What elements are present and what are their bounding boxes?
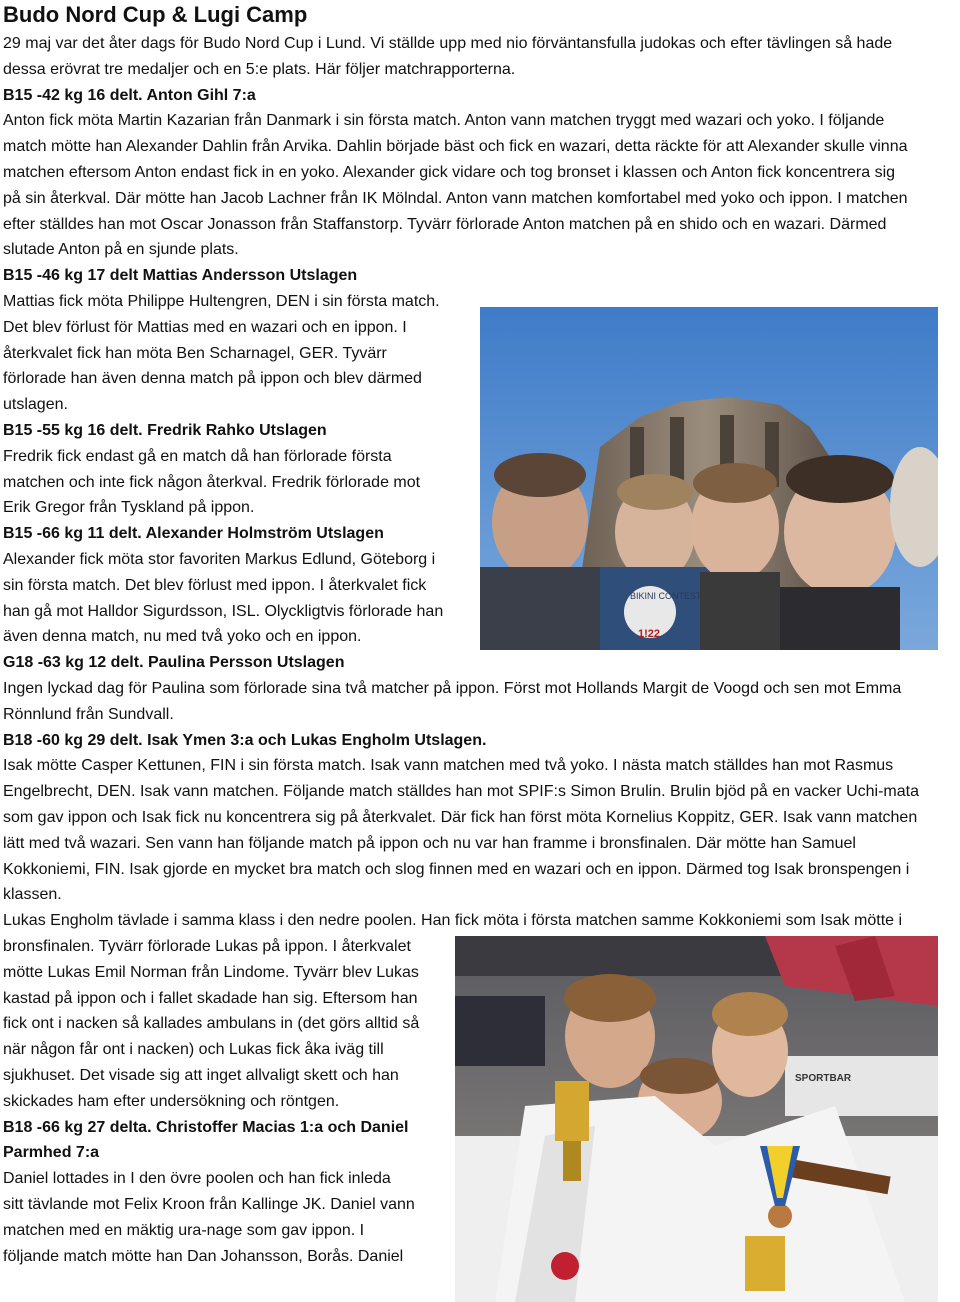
- paragraph-line: förlorade han även denna match på ippon och blev därmed: [3, 370, 422, 388]
- section-heading: Parmhed 7:a: [3, 1144, 100, 1162]
- paragraph-line: Anton fick möta Martin Kazarian från Danmark i sin första match. Anton vann matchen tryggt med wazari och yoko. I följande: [3, 112, 885, 130]
- paragraph-line: när någon får ont i nacken) och Lukas fick åka iväg till: [3, 1041, 384, 1059]
- paragraph-line: Kokkoniemi, FIN. Isak gjorde en mycket bra match och slog finnen med en wazari och en ippon. Därmed tog Isak bronspengen i: [3, 860, 910, 878]
- section-heading: B15 -46 kg 17 delt Mattias Andersson Utslagen: [3, 267, 358, 285]
- paragraph-line: matchen och inte fick någon återkval. Fredrik förlorade mot: [3, 473, 421, 491]
- paragraph-line: Isak mötte Casper Kettunen, FIN i sin första match. Isak vann matchen med två yoko. I nästa match ställdes han mot Rasmus: [3, 757, 894, 775]
- paragraph-line: Engelbrecht, DEN. Isak vann matchen. Följande match ställdes han mot SPIF:s Simon Brulin. Brulin bjöd på en vacker Uchi-mata: [3, 783, 919, 801]
- paragraph-line: mötte Lukas Emil Norman från Lindome. Tyvärr blev Lukas: [3, 963, 419, 981]
- section-heading: B15 -55 kg 16 delt. Fredrik Rahko Utslagen: [3, 422, 327, 439]
- group-selfie-photo: [480, 307, 938, 650]
- section-heading: B15 -42 kg 16 delt. Anton Gihl 7:a: [3, 86, 256, 104]
- paragraph-line: matchen eftersom Anton endast fick in en yoko. Alexander gick vidare och tog bronset i klassen och Anton fick koncentrera sig: [3, 164, 896, 181]
- section-heading: B18 -60 kg 29 delt. Isak Ymen 3:a och Lukas Engholm Utslagen.: [3, 731, 487, 749]
- paragraph-line: Ingen lyckad dag för Paulina som förlorade sina två matcher på ippon. Först mot Hollands Margit de Voogd och sen mot Emma: [3, 680, 902, 697]
- paragraph-line: Det blev förlust för Mattias med en wazari och en ippon. I: [3, 318, 407, 336]
- paragraph-line: sin första match. Det blev förlust med ippon. I återkvalet fick: [3, 576, 427, 594]
- paragraph-line: dessa erövrat tre medaljer och en 5:e plats. Här följer matchrapporterna.: [3, 60, 516, 78]
- paragraph-line: på sin återkval. Där mötte han Jacob Lachner från IK Mölndal. Anton vann matchen komfortabel med yoko och ippon. I matchen: [3, 189, 908, 207]
- paragraph-line: sjukhuset. Det visade sig att inget allvaligt skett och han: [3, 1067, 399, 1084]
- paragraph-line: Lukas Engholm tävlade i samma klass i den nedre poolen. Han fick möta i första matchen samme Kokkoniemi som Isak mötte i: [3, 912, 903, 930]
- medal-winners-photo: [455, 936, 938, 1302]
- banner-text: SPORTBAR: [795, 1073, 852, 1084]
- paragraph-line: matchen med en mäktig ura-nage som gav ippon. I: [3, 1221, 365, 1239]
- paragraph-line: Erik Gregor från Tyskland på ippon.: [3, 499, 255, 517]
- paragraph-line: efter ställdes han mot Oscar Jonasson från Staffanstorp. Tyvärr förlorade Anton matchen på en shido och en wazari. Därmed: [3, 215, 887, 233]
- paragraph-line: klassen.: [3, 886, 62, 904]
- paragraph-line: han gå mot Halldor Sigurdsson, ISL. Olyckligtvis förlorade han: [3, 602, 444, 620]
- paragraph-line: 29 maj var det åter dags för Budo Nord Cup i Lund. Vi ställde upp med nio förväntansfulla judokas och efter tävlingen så hade: [3, 35, 893, 52]
- paragraph-line: som gav ippon och Isak fick nu koncentrera sig på återkvalet. Där fick han först möta Kornelius Koppitz, GER. Isak vann matchen: [3, 809, 918, 826]
- paragraph-line: Mattias fick möta Philippe Hultengren, DEN i sin första match.: [3, 293, 440, 310]
- paragraph-line: återkvalet fick han möta Ben Scharnagel, GER. Tyvärr: [3, 344, 387, 362]
- shirt-text: BIKINI CONTEST: [630, 591, 702, 601]
- paragraph-line: slutade Anton på en sjunde plats.: [3, 241, 239, 259]
- paragraph-line: Rönnlund från Sundvall.: [3, 705, 174, 723]
- paragraph-line: Alexander fick möta stor favoriten Markus Edlund, Göteborg i: [3, 551, 436, 568]
- paragraph-line: sitt tävlande mot Felix Kroon från Kallinge JK. Daniel vann: [3, 1196, 415, 1213]
- section-heading: B15 -66 kg 11 delt. Alexander Holmström Utslagen: [3, 525, 384, 543]
- paragraph-line: skickades ham efter undersökning och röntgen.: [3, 1092, 340, 1110]
- shirt-number: 1!22: [638, 628, 661, 640]
- paragraph-line: följande match mötte han Dan Johansson, Borås. Daniel: [3, 1247, 404, 1265]
- paragraph-line: kastad på ippon och i fallet skadade han sig. Eftersom han: [3, 989, 418, 1007]
- paragraph-line: även denna match, nu med två yoko och en ippon.: [3, 628, 362, 646]
- paragraph-line: Daniel lottades in I den övre poolen och han fick inleda: [3, 1170, 391, 1188]
- paragraph-line: match mötte han Alexander Dahlin från Arvika. Dahlin började bäst och fick en wazari, detta räckte för att Alexander skulle vinna: [3, 138, 908, 156]
- paragraph-line: Fredrik fick endast gå en match då han förlorade första: [3, 447, 392, 465]
- paragraph-line: bronsfinalen. Tyvärr förlorade Lukas på ippon. I återkvalet: [3, 938, 411, 955]
- paragraph-line: lätt med två wazari. Sen vann han följande match på ippon och nu var han framme i bronsfinalen. Där mötte han Samuel: [3, 834, 856, 852]
- section-heading: G18 -63 kg 12 delt. Paulina Persson Utslagen: [3, 654, 345, 672]
- section-heading: B18 -66 kg 27 delta. Christoffer Macias 1:a och Daniel: [3, 1118, 409, 1136]
- page-title: Budo Nord Cup & Lugi Camp: [3, 2, 308, 27]
- paragraph-line: fick ont i nacken så kallades ambulans in (det görs alltid så: [3, 1015, 420, 1033]
- paragraph-line: utslagen.: [3, 396, 68, 414]
